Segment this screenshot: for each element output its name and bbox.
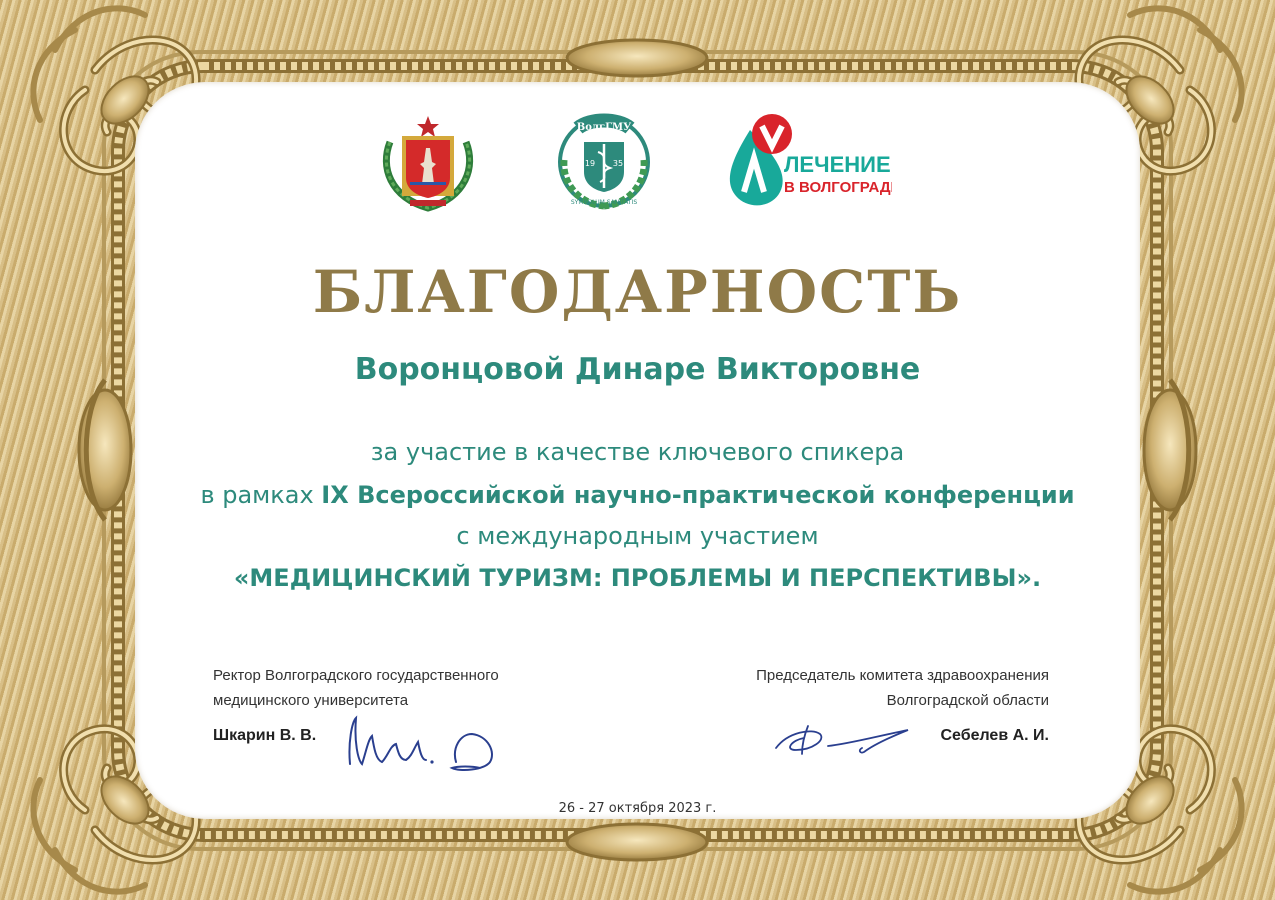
volgograd-region-emblem-logo	[380, 112, 476, 212]
right-signer-name: Себелев А. И.	[940, 727, 1049, 744]
recipient-name: Воронцовой Динаре Викторовне	[354, 352, 921, 387]
left-role-line-1: Ректор Волгоградского государственного	[213, 667, 499, 684]
right-signature	[768, 718, 918, 764]
left-signature	[340, 712, 510, 782]
body-line-2-prefix: в рамках	[200, 481, 322, 509]
vgmu-name-text: ВолгГМУ	[576, 122, 632, 133]
lechenie-line1: ЛЕЧЕНИЕ	[784, 152, 891, 177]
conference-topic: «МЕДИЦИНСКИЙ ТУРИЗМ: ПРОБЛЕМЫ И ПЕРСПЕКТИВЫ».	[233, 564, 1042, 592]
left-signer-name: Шкарин В. В.	[213, 727, 317, 744]
event-date: 26 - 27 октября 2023 г.	[558, 801, 717, 816]
certificate-title: БЛАГОДАРНОСТЬ	[312, 258, 963, 326]
vgmu-year-right: 35	[612, 159, 624, 168]
right-signer-role	[756, 663, 1049, 713]
right-role-line-1: Председатель комитета здравоохранения	[756, 667, 1049, 684]
conference-name: IX Всероссийской научно-практической конференции	[321, 481, 1075, 509]
lechenie-line2: В ВОЛГОГРАДЕ	[784, 179, 892, 196]
volggmu-emblem-logo	[550, 110, 658, 210]
left-signer-role	[213, 663, 499, 713]
body-line-2	[0, 481, 1275, 509]
right-role-line-2: Волгоградской области	[886, 692, 1049, 709]
body-line-3: с международным участием	[456, 522, 819, 550]
lechenie-v-volgograde-logo	[722, 112, 892, 212]
vgmu-year-left: 19	[584, 159, 596, 168]
body-line-1: за участие в качестве ключевого спикера	[370, 438, 905, 466]
left-role-line-2: медицинского университета	[213, 692, 409, 709]
vgmu-motto: SYMBOLUM SANITATIS	[570, 199, 638, 206]
